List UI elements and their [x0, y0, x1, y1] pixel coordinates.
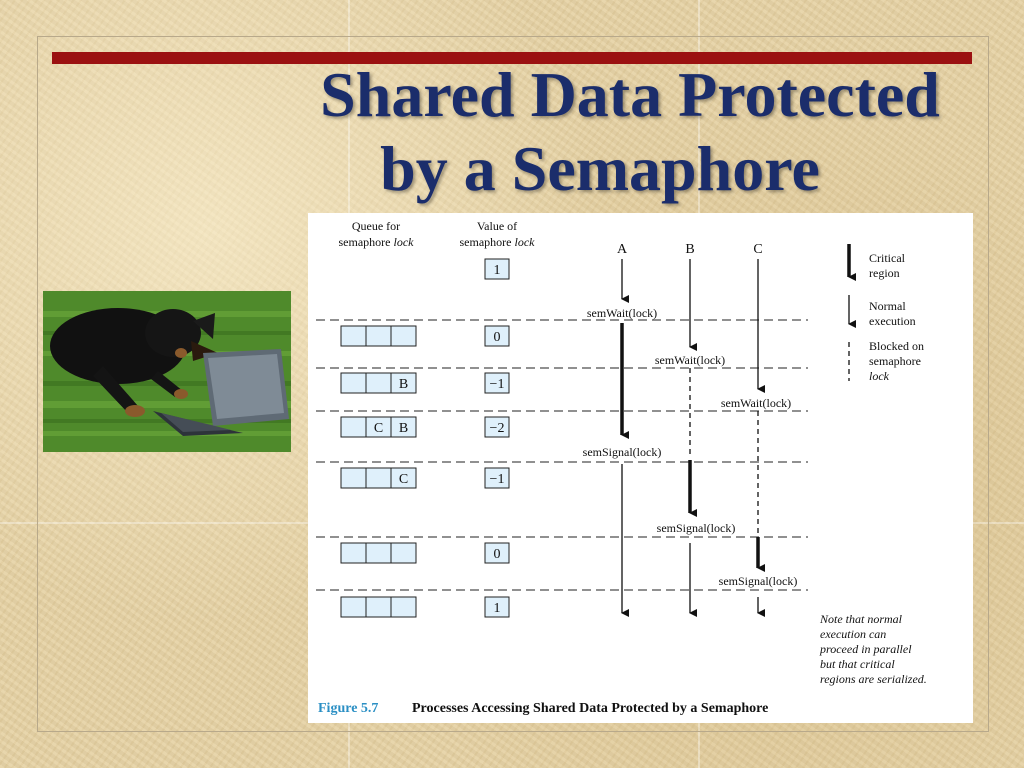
process-label-c: C — [753, 242, 763, 257]
queue-cell — [341, 373, 366, 393]
title-line-2: by a Semaphore — [380, 133, 820, 204]
queue-process-label: B — [398, 377, 409, 392]
legend-blocked-line1: Blocked on — [869, 339, 924, 353]
semaphore-value: 0 — [493, 547, 501, 562]
value-header-line2: semaphore lock — [459, 235, 535, 249]
semaphore-value: −1 — [489, 377, 505, 392]
queue-process-label: B — [398, 421, 409, 436]
a-semsignal-label: semSignal(lock) — [582, 445, 662, 459]
queue-cell — [366, 597, 391, 617]
queue-header-line1: Queue for — [351, 219, 401, 233]
queue-process-label: C — [398, 472, 409, 487]
queue-process-label: C — [373, 421, 384, 436]
c-semwait-label: semWait(lock) — [720, 396, 792, 410]
semaphore-value: −1 — [489, 472, 505, 487]
a-semwait-label: semWait(lock) — [586, 306, 658, 320]
figure-caption-label: Figure 5.7 — [318, 701, 379, 716]
queue-cell — [391, 597, 416, 617]
queue-cell — [366, 373, 391, 393]
legend-blocked-line3: lock — [869, 369, 889, 383]
queue-cell — [341, 326, 366, 346]
legend-critical-line1: Critical — [869, 251, 905, 265]
queue-cell — [341, 597, 366, 617]
queue-cell — [391, 543, 416, 563]
queue-header-line2: semaphore lock — [338, 235, 414, 249]
slide-title — [200, 58, 1000, 206]
process-label-a: A — [616, 242, 628, 257]
queue-cell — [341, 417, 366, 437]
process-label-b: B — [685, 242, 695, 257]
semaphore-diagram — [308, 213, 973, 723]
note-line3: proceed in parallel — [820, 642, 912, 656]
dog-with-laptop-photo — [43, 291, 291, 452]
semaphore-value: 1 — [493, 601, 501, 616]
figure-caption-text: Processes Accessing Shared Data Protected by a Semaphore — [412, 701, 769, 716]
queue-cell — [366, 543, 391, 563]
b-semwait-label: semWait(lock) — [654, 353, 726, 367]
semaphore-value: −2 — [489, 421, 505, 436]
title-line-1: Shared Data Protected — [320, 59, 940, 130]
value-header-line1: Value of — [476, 219, 518, 233]
legend-normal-line2: execution — [869, 314, 916, 328]
semaphore-figure — [308, 213, 973, 723]
queue-cell — [391, 326, 416, 346]
semaphore-state-rows — [341, 259, 509, 617]
b-semsignal-label: semSignal(lock) — [656, 521, 736, 535]
c-semsignal-label: semSignal(lock) — [718, 574, 798, 588]
queue-cell — [366, 468, 391, 488]
note-line2: execution can — [820, 627, 887, 641]
note-line5: regions are serialized. — [820, 672, 927, 686]
queue-cell — [341, 543, 366, 563]
semaphore-value: 1 — [493, 263, 501, 278]
note-line1: Note that normal — [820, 612, 903, 626]
legend-normal-line1: Normal — [869, 299, 906, 313]
note-line4: but that critical — [820, 657, 895, 671]
queue-cell — [341, 468, 366, 488]
legend-blocked-line2: semaphore — [869, 354, 921, 368]
semaphore-value: 0 — [493, 330, 501, 345]
queue-cell — [366, 326, 391, 346]
legend-critical-line2: region — [869, 266, 900, 280]
dog-photo-illustration — [43, 291, 291, 452]
